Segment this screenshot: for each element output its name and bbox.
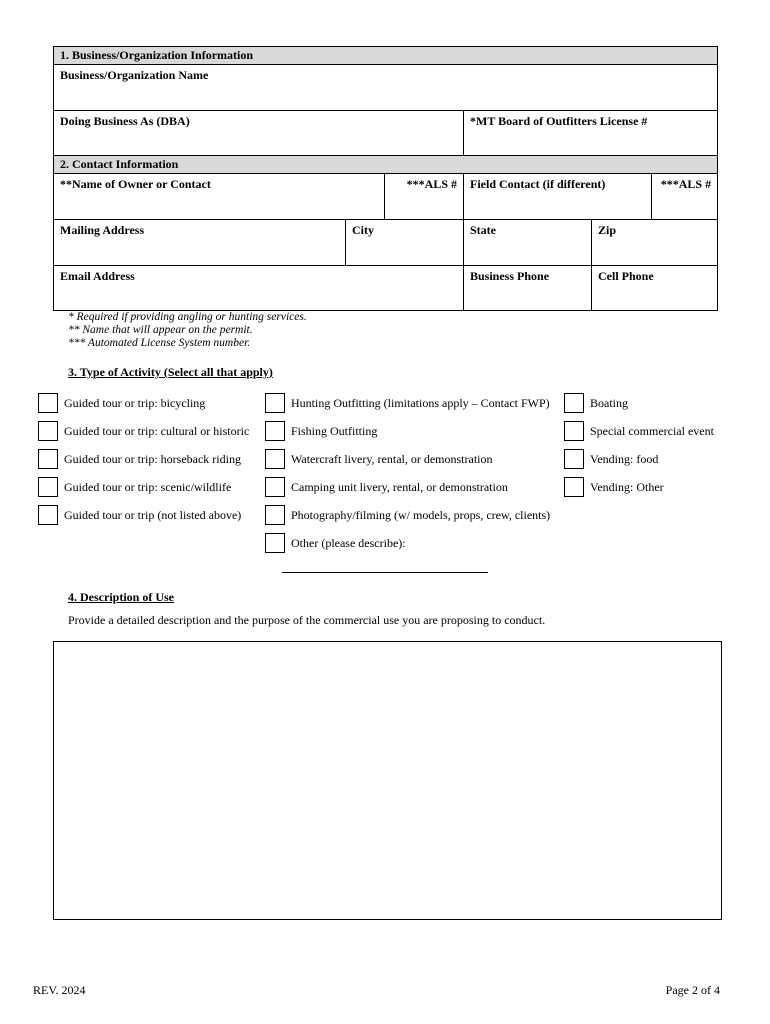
- activity-label: Guided tour or trip: scenic/wildlife: [64, 479, 232, 494]
- section4-instruction: Provide a detailed description and the purpose of the commercial use you are proposing to conduct.: [68, 613, 546, 627]
- activity-scenic-wildlife[interactable]: [38, 477, 231, 497]
- activity-fishing-outfitting[interactable]: [265, 421, 377, 441]
- cell-phone-field[interactable]: [592, 266, 718, 311]
- dba-field[interactable]: [54, 111, 464, 157]
- zip-field[interactable]: [592, 220, 718, 266]
- mailing-address-label: Mailing Address: [60, 223, 145, 237]
- zip-label: Zip: [598, 223, 617, 237]
- section1-title: 1. Business/Organization Information: [54, 47, 718, 65]
- checkbox[interactable]: [265, 505, 285, 525]
- business-name-label: Business/Organization Name: [60, 68, 209, 82]
- revision-label: REV. 2024: [33, 983, 86, 997]
- activity-label: Hunting Outfitting (limitations apply – Contact FWP): [291, 395, 550, 410]
- business-phone-label: Business Phone: [470, 269, 550, 283]
- checkbox[interactable]: [38, 505, 58, 525]
- field-contact-label: Field Contact (if different): [470, 177, 606, 191]
- other-describe-line[interactable]: [282, 572, 488, 573]
- activity-label: Photography/filming (w/ models, props, crew, clients): [291, 507, 551, 522]
- activity-label: Other (please describe):: [291, 535, 406, 550]
- checkbox[interactable]: [265, 477, 285, 497]
- activity-camping-unit[interactable]: [265, 477, 508, 497]
- activity-cultural-historic[interactable]: [38, 421, 249, 441]
- activity-vending-other[interactable]: [564, 477, 664, 497]
- footnote-permit-name: ** Name that will appear on the permit.: [68, 324, 253, 336]
- checkbox[interactable]: [564, 393, 584, 413]
- activity-hunting-outfitting[interactable]: [265, 393, 550, 413]
- page-number: Page 2 of 4: [665, 983, 720, 997]
- activity-label: Camping unit livery, rental, or demonstration: [291, 479, 508, 494]
- owner-name-field[interactable]: [54, 174, 385, 220]
- dba-label: Doing Business As (DBA): [60, 114, 190, 128]
- section4-title: 4. Description of Use: [68, 590, 174, 604]
- activity-other[interactable]: [265, 533, 406, 553]
- activity-watercraft[interactable]: [265, 449, 493, 469]
- footnote-required: * Required if providing angling or hunting services.: [68, 311, 307, 323]
- activity-label: Boating: [590, 395, 628, 410]
- business-phone-field[interactable]: [464, 266, 592, 311]
- activity-special-event[interactable]: [564, 421, 714, 441]
- checkbox[interactable]: [564, 421, 584, 441]
- checkbox[interactable]: [564, 449, 584, 469]
- checkbox[interactable]: [38, 421, 58, 441]
- activity-label: Fishing Outfitting: [291, 423, 378, 438]
- activity-guided-other[interactable]: [38, 505, 241, 525]
- activity-label: Guided tour or trip: horseback riding: [64, 451, 241, 466]
- description-textarea[interactable]: [53, 641, 722, 920]
- checkbox[interactable]: [265, 533, 285, 553]
- activity-bicycling[interactable]: [38, 393, 205, 413]
- checkbox[interactable]: [564, 477, 584, 497]
- activity-label: Guided tour or trip: cultural or historic: [64, 423, 250, 438]
- license-label: *MT Board of Outfitters License #: [470, 114, 648, 128]
- city-field[interactable]: [346, 220, 464, 266]
- license-field[interactable]: [464, 111, 718, 157]
- mailing-address-field[interactable]: [54, 220, 346, 266]
- checkbox[interactable]: [265, 449, 285, 469]
- section2-title: 2. Contact Information: [54, 156, 718, 174]
- email-field[interactable]: [54, 266, 464, 311]
- activity-vending-food[interactable]: [564, 449, 658, 469]
- cell-phone-label: Cell Phone: [598, 269, 654, 283]
- als-field[interactable]: [385, 174, 464, 220]
- state-field[interactable]: [464, 220, 592, 266]
- contact-info-table: [53, 155, 718, 311]
- activity-photography[interactable]: [265, 505, 550, 525]
- activity-boating[interactable]: [564, 393, 628, 413]
- checkbox[interactable]: [38, 477, 58, 497]
- footnotes: [68, 311, 307, 350]
- checkbox[interactable]: [265, 393, 285, 413]
- business-name-field[interactable]: [54, 65, 718, 111]
- activity-label: Vending: food: [590, 451, 659, 466]
- activity-label: Vending: Other: [590, 479, 664, 494]
- activity-label: Guided tour or trip (not listed above): [64, 507, 242, 522]
- owner-name-label: **Name of Owner or Contact: [60, 177, 211, 191]
- checkbox[interactable]: [265, 421, 285, 441]
- business-info-table: [53, 46, 718, 157]
- als-label: ***ALS #: [406, 177, 457, 191]
- activity-label: Special commercial event: [590, 423, 714, 438]
- city-label: City: [352, 223, 374, 237]
- activity-label: Watercraft livery, rental, or demonstration: [291, 451, 493, 466]
- als2-label: ***ALS #: [660, 177, 712, 191]
- activity-horseback[interactable]: [38, 449, 241, 469]
- checkbox[interactable]: [38, 393, 58, 413]
- email-label: Email Address: [60, 269, 135, 283]
- checkbox[interactable]: [38, 449, 58, 469]
- activity-label: Guided tour or trip: bicycling: [64, 395, 206, 410]
- als2-field[interactable]: [652, 174, 718, 220]
- section3-title: 3. Type of Activity (Select all that apply): [68, 365, 273, 379]
- state-label: State: [470, 223, 496, 237]
- field-contact-field[interactable]: [464, 174, 652, 220]
- footnote-als: *** Automated License System number.: [68, 337, 251, 349]
